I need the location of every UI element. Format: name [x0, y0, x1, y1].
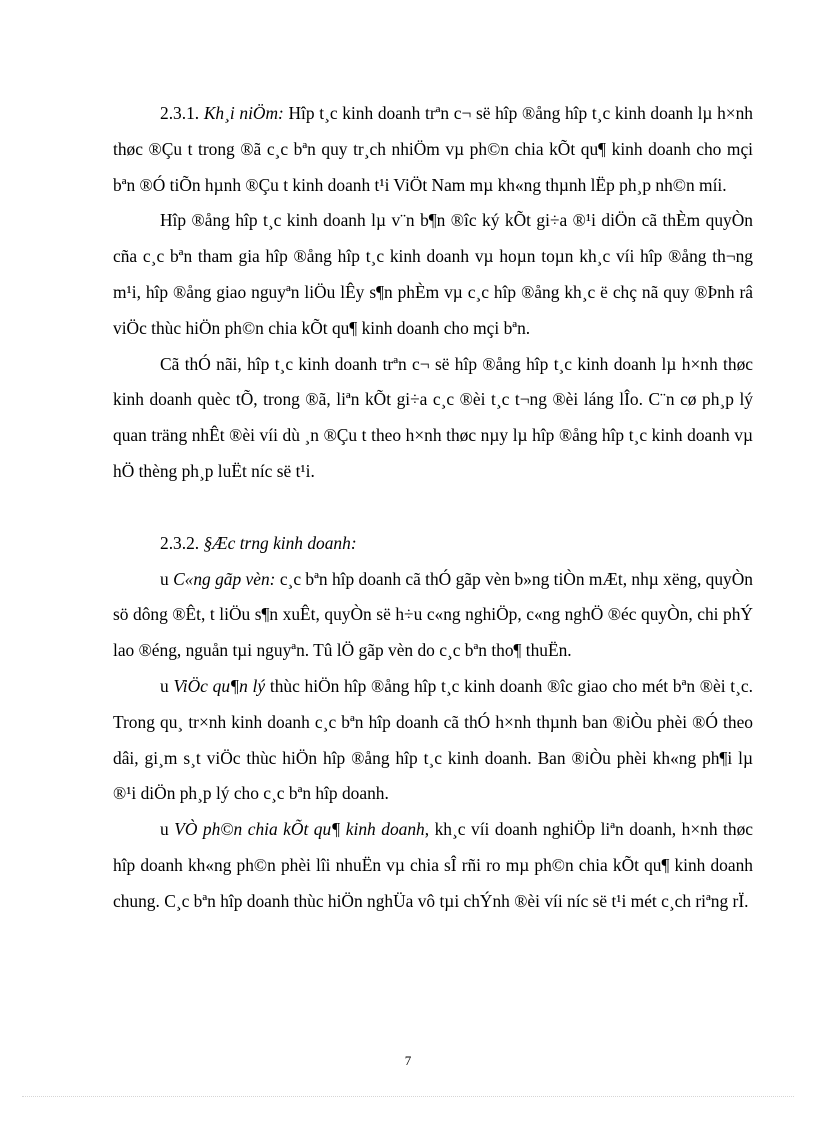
section-1-number: 2.3.1.	[160, 103, 200, 123]
section-2-number: 2.3.2.	[160, 532, 200, 553]
section-1-paragraph-3: Cã thÓ nãi, hîp t¸c kinh doanh trªn c¬ së hîp ®ång hîp t¸c kinh doanh lµ h×nh thøc kinh doanh quèc tÕ, trong ®ã, liªn kÕt gi÷a c¸c ®èi t¸c t¬ng ®èi láng lÎo. C¨n cø ph¸p lý quan träng nhÊt ®èi víi dù ¸n ®Çu t theo h×nh thøc nµy lµ hîp ®ång hîp t¸c kinh doanh vµ hÖ thèng ph¸p luËt níc së t¹i.	[113, 353, 753, 481]
feature-item-management	[113, 669, 753, 812]
feature-item-management-label: ViÖc qu¶n lý	[173, 675, 266, 696]
section-1-paragraph-1	[113, 96, 753, 203]
bullet-icon: u	[160, 568, 169, 589]
feature-item-management-text: thùc hiÖn hîp ®ång hîp t¸c kinh doanh ®îc giao cho mét bªn ®èi t¸c. Trong qu¸ tr×nh kinh doanh c¸c bªn hîp doanh cã thÓ h×nh thµnh ban ®iÒu phèi ®Ó theo dâi, gi¸m s¸t viÖc thùc hiÖn hîp ®ång hîp t¸c kinh doanh. Ban ®iÒu phèi kh«ng ph¶i lµ ®¹i diÖn ph¸p lý cho c¸c bªn hîp doanh.	[113, 675, 753, 804]
page-number: 7	[404, 1053, 412, 1068]
feature-item-capital-text: c¸c bªn hîp doanh cã thÓ gãp vèn b»ng tiÒn mÆt, nhµ xëng, quyÒn sö dông ®Êt, t liÖu s¶n xuÊt, quyÒn së h÷u c«ng nghiÖp, c«ng nghÖ ®éc quyÒn, chi phÝ lao ®éng, nguån tµi nguyªn. Tû lÖ gãp vèn do c¸c bªn tho¶ thuËn.	[113, 568, 754, 661]
section-1-definition-text: Hîp t¸c kinh doanh trªn c¬ së hîp ®ång hîp t¸c kinh doanh lµ h×nh thøc ®Çu t trong ®ã c¸c bªn quy tr¸ch nhiÖm vµ ph©n chia kÕt qu¶ kinh doanh cho mçi bªn ®Ó tiÕn hµnh ®Çu t kinh doanh t¹i ViÖt Nam mµ kh«ng thµnh lËp ph¸p nh©n míi.	[113, 103, 753, 195]
section-1-title: Kh¸i niÖm:	[203, 103, 284, 123]
section-gap	[113, 490, 753, 526]
feature-item-capital	[113, 562, 753, 669]
feature-item-distribution-label: VÒ ph©n chia kÕt qu¶ kinh doanh	[174, 819, 425, 840]
feature-item-distribution	[113, 812, 753, 919]
feature-item-capital-label: C«ng gãp vèn:	[173, 568, 276, 589]
feature-item-distribution-text: , kh¸c víi doanh nghiÖp liªn doanh, h×nh thøc hîp doanh kh«ng ph©n phèi lîi nhuËn vµ chia sÎ rñi ro mµ ph©n chia kÕt qu¶ kinh doanh chung. C¸c bªn hîp doanh thùc hiÖn nghÜa vô tµi chÝnh ®èi víi níc së t¹i mét c¸ch riªng rÏ.	[113, 819, 753, 911]
page-bottom-divider	[22, 1096, 794, 1097]
bullet-icon: u	[160, 819, 169, 840]
section-2-heading	[113, 526, 753, 562]
bullet-icon: u	[160, 675, 169, 696]
section-1-paragraph-2: Hîp ®ång hîp t¸c kinh doanh lµ v¨n b¶n ®îc ký kÕt gi÷a ®¹i diÖn cã thÈm quyÒn cña c¸c bªn tham gia hîp ®ång hîp t¸c kinh doanh vµ hoµn toµn kh¸c víi hîp ®ång th¬ng m¹i, hîp ®ång giao nguyªn liÖu lÊy s¶n phÈm vµ c¸c hîp ®ång kh¸c ë chç nã quy ®Þnh râ viÖc thùc hiÖn ph©n chia kÕt qu¶ kinh doanh cho mçi bªn.	[113, 210, 753, 338]
document-body	[113, 96, 753, 920]
section-2-title: §Æc trng kinh doanh:	[203, 532, 357, 553]
